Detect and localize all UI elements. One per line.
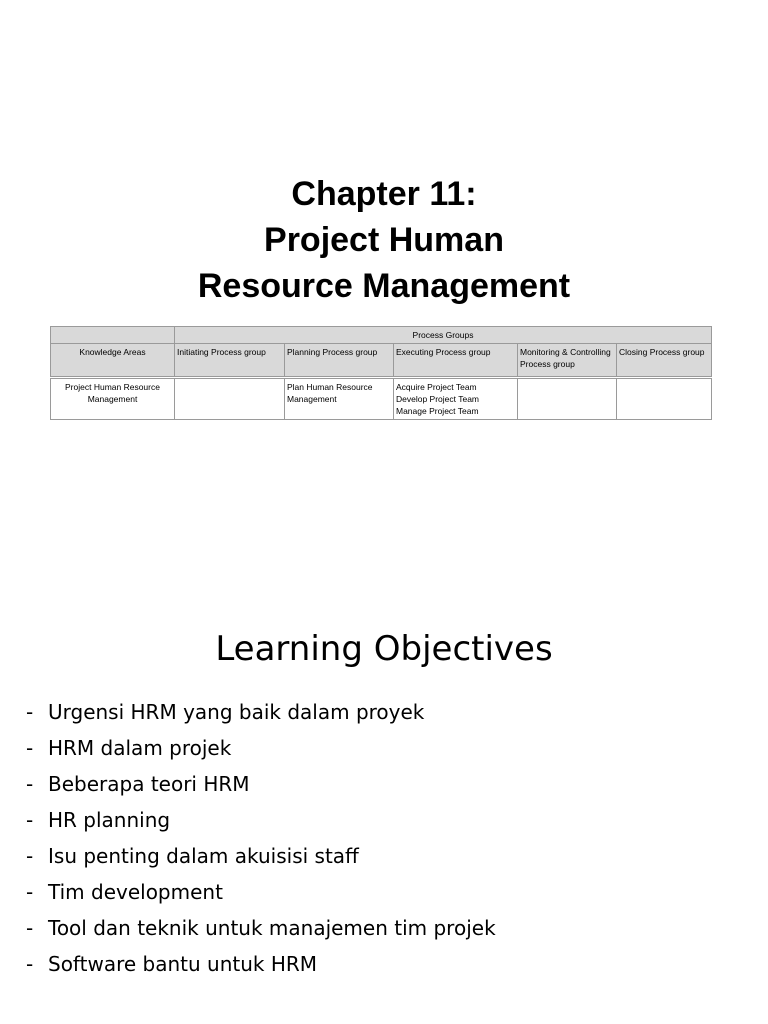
list-item: [26, 910, 496, 946]
list-item: [26, 838, 496, 874]
header-closing: Closing Process group: [617, 344, 712, 377]
objective-text: Software bantu untuk HRM: [48, 952, 318, 976]
list-item: [26, 946, 496, 982]
executing-process-item: Develop Project Team: [396, 394, 479, 404]
bullet-dash: -: [26, 880, 34, 904]
objective-text: Tim development: [48, 880, 223, 904]
objective-text: Urgensi HRM yang baik dalam proyek: [48, 700, 425, 724]
cell-monitoring: [518, 379, 617, 420]
process-groups-table: [50, 326, 712, 420]
bullet-dash: -: [26, 808, 34, 832]
list-item: [26, 694, 496, 730]
header-initiating: Initiating Process group: [175, 344, 285, 377]
header-knowledge-areas: Knowledge Areas: [51, 344, 175, 377]
objective-text: Beberapa teori HRM: [48, 772, 250, 796]
chapter-title: [0, 171, 768, 309]
cell-closing: [617, 379, 712, 420]
objectives-list: [26, 694, 496, 982]
process-groups-band: Process Groups: [175, 327, 712, 344]
cell-executing: [394, 379, 518, 420]
cell-knowledge-area: Project Human Resource Management: [51, 379, 175, 420]
list-item: [26, 766, 496, 802]
executing-process-item: Manage Project Team: [396, 406, 479, 416]
header-executing: Executing Process group: [394, 344, 518, 377]
table-header-row: [51, 344, 712, 377]
header-planning: Planning Process group: [285, 344, 394, 377]
list-item: [26, 730, 496, 766]
bullet-dash: -: [26, 844, 34, 868]
bullet-dash: -: [26, 952, 34, 976]
table-row: [51, 379, 712, 420]
cell-initiating: [175, 379, 285, 420]
objective-text: HRM dalam projek: [48, 736, 232, 760]
header-monitoring: Monitoring & Controlling Process group: [518, 344, 617, 377]
chapter-title-line: Resource Management: [197, 267, 571, 305]
executing-process-item: Acquire Project Team: [396, 382, 477, 392]
table-band-row: [51, 327, 712, 344]
objective-text: HR planning: [48, 808, 171, 832]
bullet-dash: -: [26, 700, 34, 724]
cell-planning: Plan Human Resource Management: [285, 379, 394, 420]
bullet-dash: -: [26, 736, 34, 760]
bullet-dash: -: [26, 916, 34, 940]
table-band-empty-cell: [51, 327, 175, 344]
list-item: [26, 802, 496, 838]
chapter-title-line: Chapter 11:: [291, 175, 477, 213]
list-item: [26, 874, 496, 910]
learning-objectives-title: Learning Objectives: [215, 629, 553, 669]
chapter-title-line: Project Human: [264, 221, 504, 259]
bullet-dash: -: [26, 772, 34, 796]
objective-text: Isu penting dalam akuisisi staff: [48, 844, 359, 868]
objective-text: Tool dan teknik untuk manajemen tim projek: [48, 916, 496, 940]
